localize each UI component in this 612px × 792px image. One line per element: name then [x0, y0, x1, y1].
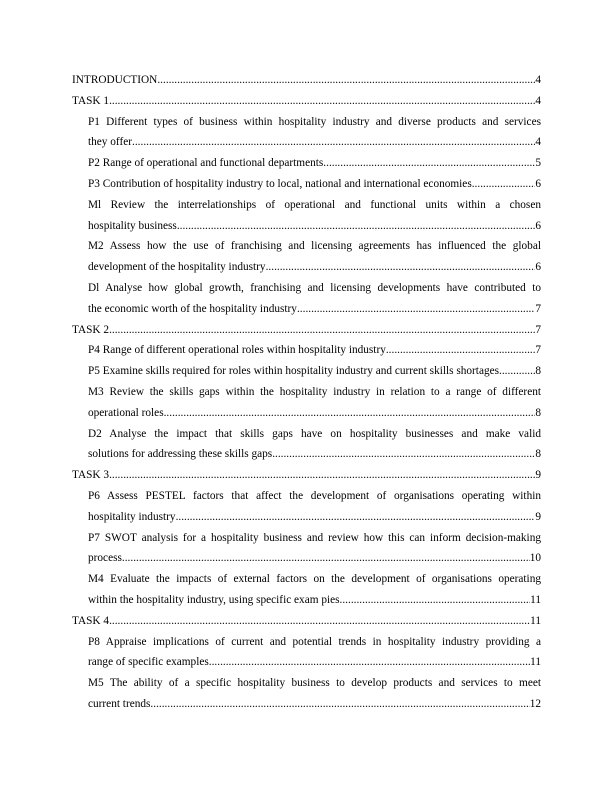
toc-entry-text: range of specific examples	[88, 656, 209, 669]
dot-leader	[176, 507, 536, 528]
toc-entry-text-line: P1 Different types of business within hospitality industry and diverse products and services	[88, 115, 541, 128]
toc-page-number: 6	[535, 261, 541, 274]
toc-subentry[interactable]	[72, 382, 541, 424]
toc-entry-text-line: P6 Assess PESTEL factors that affect the development of organisations operating within	[88, 489, 541, 502]
toc-entry-text: solutions for addressing these skills gaps	[88, 448, 273, 461]
toc-heading-entry[interactable]	[72, 70, 541, 91]
dot-leader	[499, 361, 535, 382]
toc-page-number: 11	[530, 614, 541, 627]
toc-entry-text: operational roles	[88, 406, 164, 419]
toc-entry-text: they offer	[88, 136, 133, 149]
toc-subentry[interactable]	[72, 632, 541, 674]
toc-entry-text-line: M2 Assess how the use of franchising and licensing agreements has influenced the global	[88, 240, 541, 253]
toc-entry-text: development of the hospitality industry	[88, 261, 266, 274]
toc-heading-entry[interactable]	[72, 320, 541, 341]
dot-leader	[132, 132, 535, 153]
toc-entry-text-line: P7 SWOT analysis for a hospitality business and review how this can inform decision-making	[88, 531, 541, 544]
toc-entry-text: P2 Range of operational and functional departments	[88, 157, 324, 170]
toc-subentry[interactable]	[72, 424, 541, 466]
toc-page-number: 11	[530, 656, 541, 669]
toc-page-number: 12	[529, 697, 541, 710]
toc-page-number: 8	[535, 406, 541, 419]
toc-page-number: 11	[530, 593, 541, 606]
toc-entry-text-line: P8 Appraise implications of current and potential trends in hospitality industry providing a	[88, 635, 541, 648]
toc-entry-text: INTRODUCTION	[72, 74, 158, 86]
toc-entry-text: TASK 2	[72, 323, 110, 336]
toc-subentry[interactable]	[72, 340, 541, 361]
dot-leader	[323, 153, 535, 174]
dot-leader	[472, 174, 536, 195]
toc-page-number: 8	[535, 365, 541, 378]
toc-page-number: 6	[535, 219, 541, 232]
toc-entry-text: P3 Contribution of hospitality industry to local, national and international economies	[88, 177, 472, 190]
toc-subentry[interactable]	[72, 236, 541, 278]
toc-page-number: 4	[535, 136, 541, 149]
toc-subentry[interactable]	[72, 112, 541, 154]
dot-leader	[109, 611, 530, 632]
toc-page-number: 9	[535, 469, 541, 482]
dot-leader	[157, 70, 535, 91]
toc-page-number: 7	[535, 344, 541, 357]
toc-entry-text-line: Dl Analyse how global growth, franchising and licensing developments have contributed to	[88, 281, 541, 294]
toc-entry-text-line: M5 The ability of a specific hospitality business to develop products and services to meet	[88, 677, 541, 690]
toc-entry-text-line: M3 Review the skills gaps within the hospitality industry in relation to a range of different	[88, 385, 541, 398]
toc-subentry[interactable]	[72, 486, 541, 528]
toc-entry-text: within the hospitality industry, using specific exam pies	[88, 593, 340, 606]
toc-page-number: 9	[535, 510, 541, 523]
table-of-contents	[72, 70, 541, 715]
toc-entry-text: TASK 1	[72, 94, 110, 107]
toc-entry-text-line: M4 Evaluate the impacts of external factors on the development of organisations operating	[88, 573, 541, 586]
toc-entry-text: process	[88, 552, 122, 565]
toc-page-number: 4	[535, 94, 541, 107]
dot-leader	[150, 694, 529, 715]
toc-heading-entry[interactable]	[72, 91, 541, 112]
toc-entry-text-line: Ml Review the interrelationships of operational and functional units within a chosen	[88, 198, 541, 211]
toc-entry-text: hospitality industry	[88, 510, 176, 523]
dot-leader	[109, 465, 535, 486]
toc-subentry[interactable]	[72, 528, 541, 570]
dot-leader	[297, 299, 535, 320]
dot-leader	[266, 257, 536, 278]
toc-entry-text: TASK 4	[72, 614, 110, 627]
dot-leader	[109, 320, 535, 341]
toc-heading-entry[interactable]	[72, 465, 541, 486]
toc-page-number: 8	[535, 448, 541, 461]
dot-leader	[386, 340, 535, 361]
toc-entry-text: the economic worth of the hospitality industry	[88, 302, 297, 315]
toc-subentry[interactable]	[72, 569, 541, 611]
toc-page-number: 7	[535, 302, 541, 315]
toc-entry-text: P4 Range of different operational roles within hospitality industry	[88, 344, 386, 357]
toc-subentry[interactable]	[72, 195, 541, 237]
dot-leader	[177, 216, 536, 237]
dot-leader	[272, 444, 535, 465]
toc-page-number: 5	[535, 157, 541, 170]
dot-leader	[340, 590, 531, 611]
toc-page-number: 4	[535, 74, 541, 86]
toc-subentry[interactable]	[72, 174, 541, 195]
toc-subentry[interactable]	[72, 278, 541, 320]
dot-leader	[209, 652, 530, 673]
toc-heading-entry[interactable]	[72, 611, 541, 632]
toc-subentry[interactable]	[72, 361, 541, 382]
dot-leader	[164, 403, 536, 424]
dot-leader	[122, 548, 530, 569]
toc-entry-text: TASK 3	[72, 469, 110, 482]
toc-entry-text: current trends	[88, 697, 151, 710]
toc-subentry[interactable]	[72, 153, 541, 174]
toc-page-number: 6	[535, 177, 541, 190]
toc-entry-text: hospitality business	[88, 219, 177, 232]
toc-entry-text-line: D2 Analyse the impact that skills gaps have on hospitality businesses and make valid	[88, 427, 541, 440]
toc-entry-text: P5 Examine skills required for roles within hospitality industry and current skills shortages	[88, 365, 500, 378]
dot-leader	[109, 91, 535, 112]
toc-page-number: 10	[529, 552, 541, 565]
toc-page-number: 7	[535, 323, 541, 336]
toc-subentry[interactable]	[72, 673, 541, 715]
